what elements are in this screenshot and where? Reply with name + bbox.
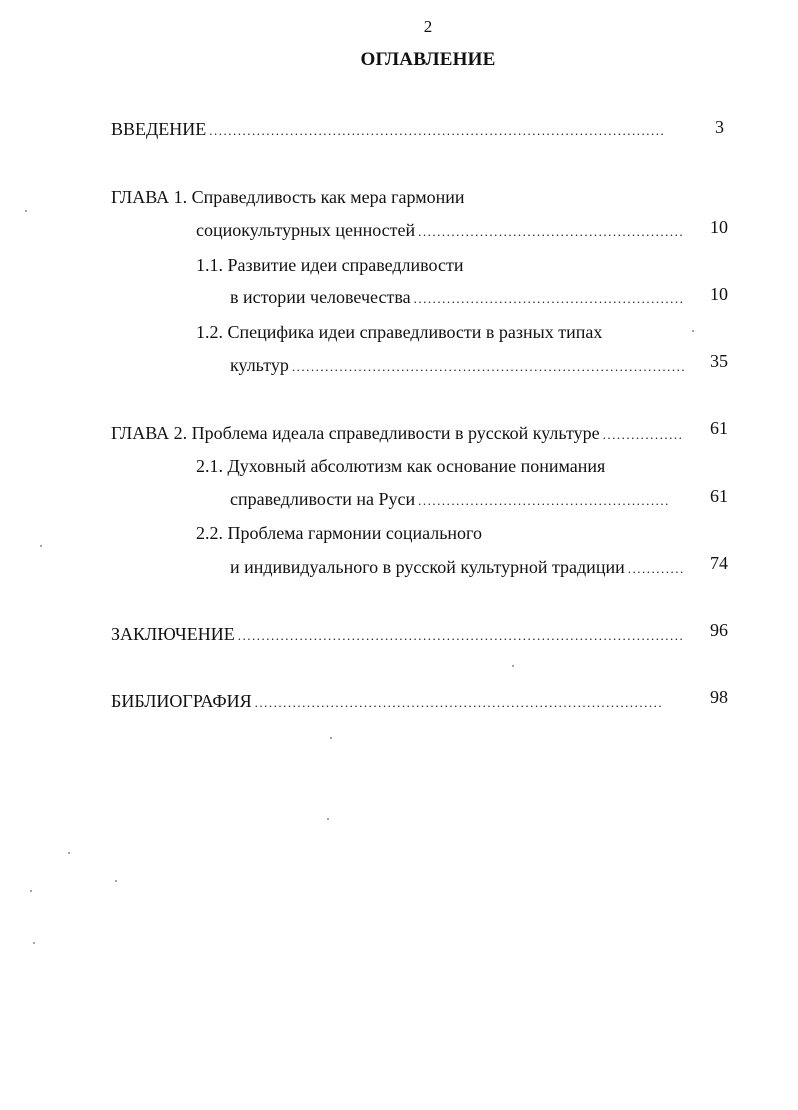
toc-section-heading: 1.2. Специфика идеи справедливости в разных типах xyxy=(196,322,603,342)
toc-page-number: 35 xyxy=(710,351,728,371)
dot-leader xyxy=(414,292,684,305)
toc-entry-label: и индивидуального в русской культурной традиции xyxy=(230,557,625,577)
toc-entry-s11[interactable] xyxy=(230,288,684,306)
toc-section-heading: 2.2. Проблема гармонии социального xyxy=(196,523,482,543)
toc-page-number: 61 xyxy=(710,418,728,438)
toc-entry-s21[interactable] xyxy=(230,490,668,508)
toc-entry-intro[interactable] xyxy=(111,120,663,138)
toc-entry-ch1[interactable] xyxy=(196,221,684,239)
dot-leader xyxy=(603,428,684,441)
toc-page-number: 96 xyxy=(710,620,728,640)
dot-leader xyxy=(292,360,684,373)
toc-page-number: 61 xyxy=(710,486,728,506)
toc-entry-label: БИБЛИОГРАФИЯ xyxy=(111,691,252,711)
toc-entry-label: справедливости на Руси xyxy=(230,489,416,509)
toc-page-number: 10 xyxy=(710,284,728,304)
toc-page-number: 3 xyxy=(715,117,724,137)
scan-speck xyxy=(68,852,70,854)
page-number: 2 xyxy=(423,17,433,36)
dot-leader xyxy=(628,562,684,575)
scan-speck xyxy=(33,942,35,944)
toc-entry-conclusion[interactable] xyxy=(111,625,684,643)
scan-speck xyxy=(512,665,514,667)
toc-entry-label: культур xyxy=(230,355,289,375)
dot-leader xyxy=(255,696,663,709)
scan-speck xyxy=(692,330,694,332)
toc-entry-label: ЗАКЛЮЧЕНИЕ xyxy=(111,624,235,644)
toc-entry-s22[interactable] xyxy=(230,558,684,576)
toc-entry-s12[interactable] xyxy=(230,356,684,374)
scan-speck xyxy=(30,890,32,892)
dot-leader xyxy=(209,124,663,137)
toc-entry-label: ГЛАВА 2. Проблема идеала справедливости в русской культуре xyxy=(111,423,600,443)
toc-entry-label: в истории человечества xyxy=(230,287,411,307)
toc-entry-label: ВВЕДЕНИЕ xyxy=(111,119,207,139)
toc-page-number: 10 xyxy=(710,217,728,237)
toc-section-heading: 1.1. Развитие идеи справедливости xyxy=(196,255,464,275)
scan-speck xyxy=(330,737,332,739)
toc-entry-label: социокультурных ценностей xyxy=(196,220,416,240)
toc-page-number: 98 xyxy=(710,687,728,707)
page-title: ОГЛАВЛЕНИЕ xyxy=(360,49,496,70)
toc-entry-bibliography[interactable] xyxy=(111,692,663,710)
scan-speck xyxy=(40,545,42,547)
toc-section-heading: 2.1. Духовный абсолютизм как основание понимания xyxy=(196,456,606,476)
toc-entry-ch2[interactable] xyxy=(111,424,684,442)
scan-speck xyxy=(115,880,117,882)
scan-speck xyxy=(25,210,27,212)
scan-speck xyxy=(327,818,329,820)
dot-leader xyxy=(238,629,684,642)
toc-page-number: 74 xyxy=(710,553,728,573)
dot-leader xyxy=(418,225,684,238)
toc-chapter-heading: ГЛАВА 1. Справедливость как мера гармонии xyxy=(111,187,465,207)
dot-leader xyxy=(418,494,668,507)
